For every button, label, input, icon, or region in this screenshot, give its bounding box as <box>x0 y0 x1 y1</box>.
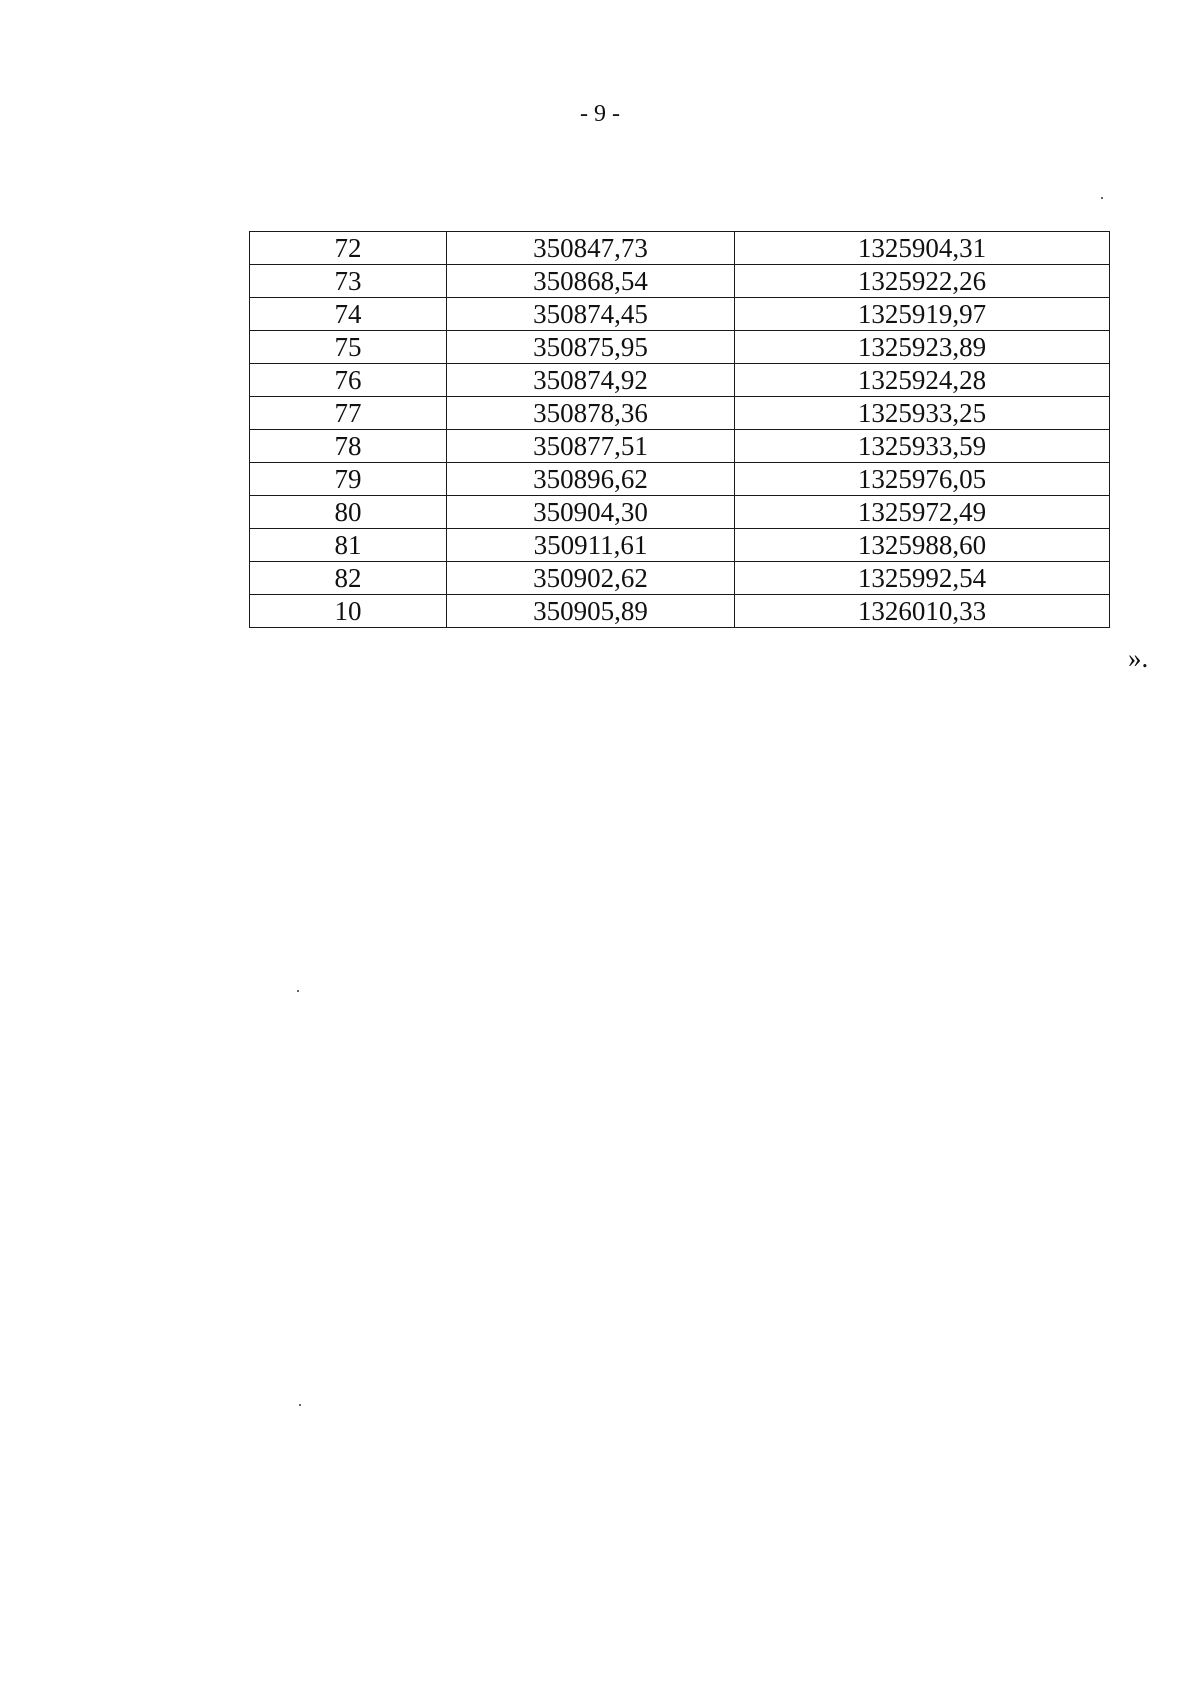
point-number-cell: 79 <box>250 463 447 496</box>
table-row <box>250 298 1110 331</box>
point-number-cell: 80 <box>250 496 447 529</box>
point-number-cell: 81 <box>250 529 447 562</box>
point-number-cell: 74 <box>250 298 447 331</box>
point-number-cell: 77 <box>250 397 447 430</box>
y-coordinate-cell: 1325976,05 <box>735 463 1110 496</box>
table-row <box>250 430 1110 463</box>
y-coordinate-cell: 1325923,89 <box>735 331 1110 364</box>
scan-speck <box>297 990 299 992</box>
table-row <box>250 364 1110 397</box>
x-coordinate-cell: 350875,95 <box>447 331 735 364</box>
scan-speck <box>1101 197 1103 199</box>
table-row <box>250 595 1110 628</box>
coordinates-table <box>249 231 1110 628</box>
y-coordinate-cell: 1325933,25 <box>735 397 1110 430</box>
x-coordinate-cell: 350911,61 <box>447 529 735 562</box>
table-row <box>250 463 1110 496</box>
point-number-cell: 10 <box>250 595 447 628</box>
point-number-cell: 72 <box>250 232 447 265</box>
table-row <box>250 562 1110 595</box>
y-coordinate-cell: 1325919,97 <box>735 298 1110 331</box>
x-coordinate-cell: 350874,45 <box>447 298 735 331</box>
x-coordinate-cell: 350878,36 <box>447 397 735 430</box>
x-coordinate-cell: 350847,73 <box>447 232 735 265</box>
x-coordinate-cell: 350902,62 <box>447 562 735 595</box>
y-coordinate-cell: 1326010,33 <box>735 595 1110 628</box>
table-row <box>250 529 1110 562</box>
y-coordinate-cell: 1325924,28 <box>735 364 1110 397</box>
page-number: - 9 - <box>580 101 620 127</box>
table-row <box>250 232 1110 265</box>
point-number-cell: 75 <box>250 331 447 364</box>
x-coordinate-cell: 350874,92 <box>447 364 735 397</box>
y-coordinate-cell: 1325904,31 <box>735 232 1110 265</box>
y-coordinate-cell: 1325922,26 <box>735 265 1110 298</box>
table-row <box>250 496 1110 529</box>
table-row <box>250 397 1110 430</box>
table-row <box>250 265 1110 298</box>
x-coordinate-cell: 350877,51 <box>447 430 735 463</box>
x-coordinate-cell: 350904,30 <box>447 496 735 529</box>
y-coordinate-cell: 1325988,60 <box>735 529 1110 562</box>
x-coordinate-cell: 350868,54 <box>447 265 735 298</box>
point-number-cell: 73 <box>250 265 447 298</box>
point-number-cell: 82 <box>250 562 447 595</box>
point-number-cell: 76 <box>250 364 447 397</box>
x-coordinate-cell: 350896,62 <box>447 463 735 496</box>
x-coordinate-cell: 350905,89 <box>447 595 735 628</box>
closing-quote: ». <box>1128 643 1149 673</box>
y-coordinate-cell: 1325933,59 <box>735 430 1110 463</box>
y-coordinate-cell: 1325972,49 <box>735 496 1110 529</box>
point-number-cell: 78 <box>250 430 447 463</box>
scan-speck <box>299 1404 301 1406</box>
y-coordinate-cell: 1325992,54 <box>735 562 1110 595</box>
table-row <box>250 331 1110 364</box>
